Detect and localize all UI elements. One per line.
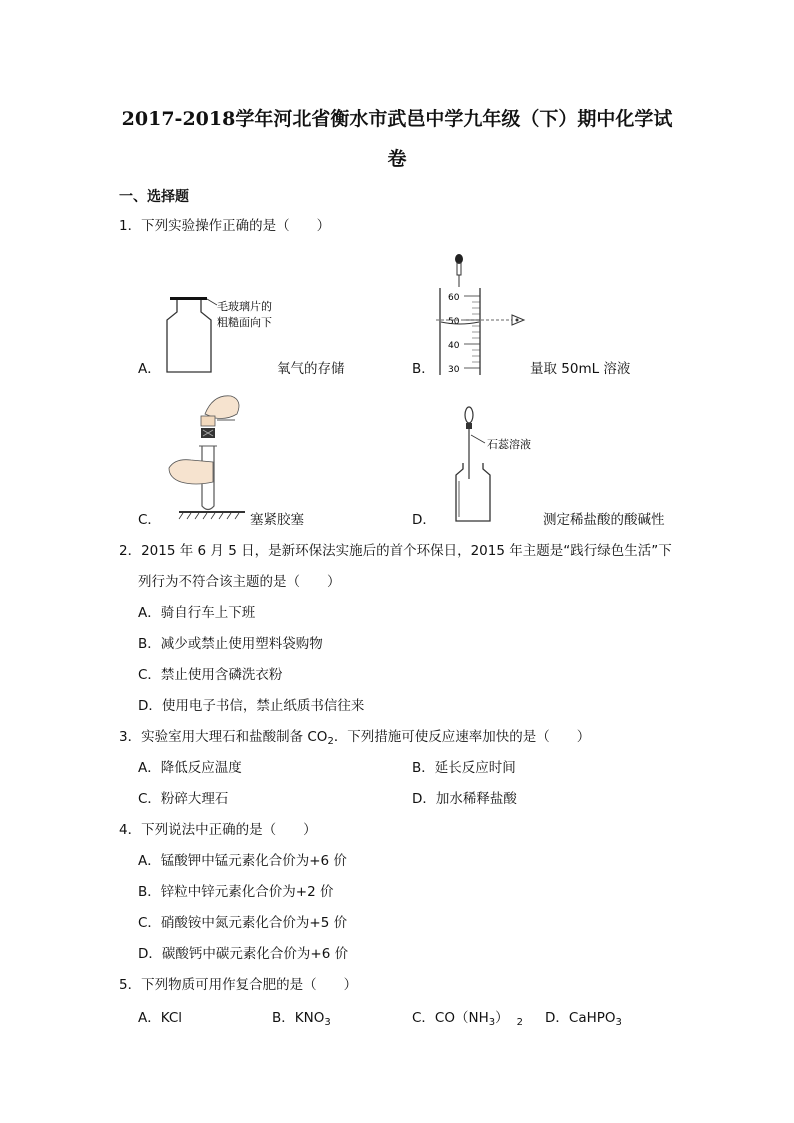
q3-option-c: C．粉碎大理石 (138, 791, 229, 807)
q5-option-c (412, 1010, 523, 1029)
q1-a-label-2: 粗糙面向下 (217, 316, 272, 329)
q5-option-c-close-paren: ） (495, 1010, 509, 1026)
q2-option-d: D．使用电子书信，禁止纸质书信往来 (138, 698, 365, 714)
q5-option-c-subscript: 2 (516, 1017, 523, 1028)
q1-b-tick-40: 40 (448, 341, 460, 351)
q2-option-c: C．禁止使用含磷洗衣粉 (138, 667, 283, 683)
q3-stem-subscript: 2 (327, 736, 334, 747)
q1-b-tick-50: 50 (448, 317, 460, 327)
q3-stem (119, 729, 590, 748)
q1-a-caption: 氧气的存储 (277, 361, 345, 377)
q4-stem: 4．下列说法中正确的是（ ） (119, 822, 317, 838)
q2-option-a: A．骑自行车上下班 (138, 605, 256, 621)
q1-b-letter: B． (412, 361, 435, 377)
q5-option-c-text: C．CO（NH (412, 1010, 489, 1026)
q1-a-letter: A． (138, 361, 161, 377)
q2-option-b: B．减少或禁止使用塑料袋购物 (138, 636, 323, 652)
q5-option-b-subscript: 3 (324, 1017, 331, 1028)
q4-option-b: B．锌粒中锌元素化合价为+2 价 (138, 884, 334, 900)
q5-option-d-subscript: 3 (615, 1017, 622, 1028)
q2-stem-line-1: 2．2015 年 6 月 5 日，是新环保法实施后的首个环保日，2015 年主题是“践行绿色生活”下 (119, 543, 672, 559)
q3-option-d: D．加水稀释盐酸 (412, 791, 517, 807)
paper-title-line-1: 2017-2018学年河北省衡水市武邑中学九年级（下）期中化学试 (121, 108, 673, 130)
q1-c-figure-stopper (165, 390, 255, 520)
q3-stem-part-1: 3．实验室用大理石和盐酸制备 CO (119, 729, 328, 745)
q3-option-a: A．降低反应温度 (138, 760, 242, 776)
q5-option-d-text: D．CaHPO (545, 1010, 616, 1026)
q4-option-d: D．碳酸钙中碳元素化合价为+6 价 (138, 946, 349, 962)
q1-c-caption: 塞紧胶塞 (250, 512, 304, 528)
q5-option-d (545, 1010, 622, 1029)
q1-a-label-1: 毛玻璃片的 (217, 300, 272, 313)
q1-d-label: 石蕊溶液 (487, 438, 531, 451)
section-heading: 一、选择题 (119, 189, 189, 205)
q1-c-letter: C． (138, 512, 161, 528)
q1-b-caption: 量取 50mL 溶液 (530, 361, 631, 377)
paper-title-line-2: 卷 (387, 148, 407, 170)
q4-option-a: A．锰酸钾中锰元素化合价为+6 价 (138, 853, 347, 869)
q5-option-b-text: B．KNO (272, 1010, 325, 1026)
q1-b-tick-30: 30 (448, 365, 460, 375)
q1-stem: 1．下列实验操作正确的是（ ） (119, 218, 331, 234)
q3-option-b: B．延长反应时间 (412, 760, 516, 776)
q5-option-b (272, 1010, 331, 1029)
q5-stem: 5．下列物质可用作复合肥的是（ ） (119, 977, 358, 993)
q3-stem-part-2: ．下列措施可使反应速率加快的是（ ） (333, 729, 591, 745)
q5-option-c-inner-subscript: 3 (488, 1017, 496, 1028)
q1-d-caption: 测定稀盐酸的酸碱性 (543, 512, 665, 528)
q1-d-letter: D． (412, 512, 436, 528)
q1-b-figure-cylinder (420, 250, 530, 380)
q2-stem-line-2: 列行为不符合该主题的是（ ） (138, 574, 341, 590)
q5-option-a: A．KCl (138, 1010, 183, 1026)
q1-d-figure-dropper (445, 405, 555, 525)
q4-option-c: C．硝酸铵中氮元素化合价为+5 价 (138, 915, 348, 931)
q1-a-figure-bottle (155, 290, 295, 380)
q1-b-tick-60: 60 (448, 293, 460, 303)
